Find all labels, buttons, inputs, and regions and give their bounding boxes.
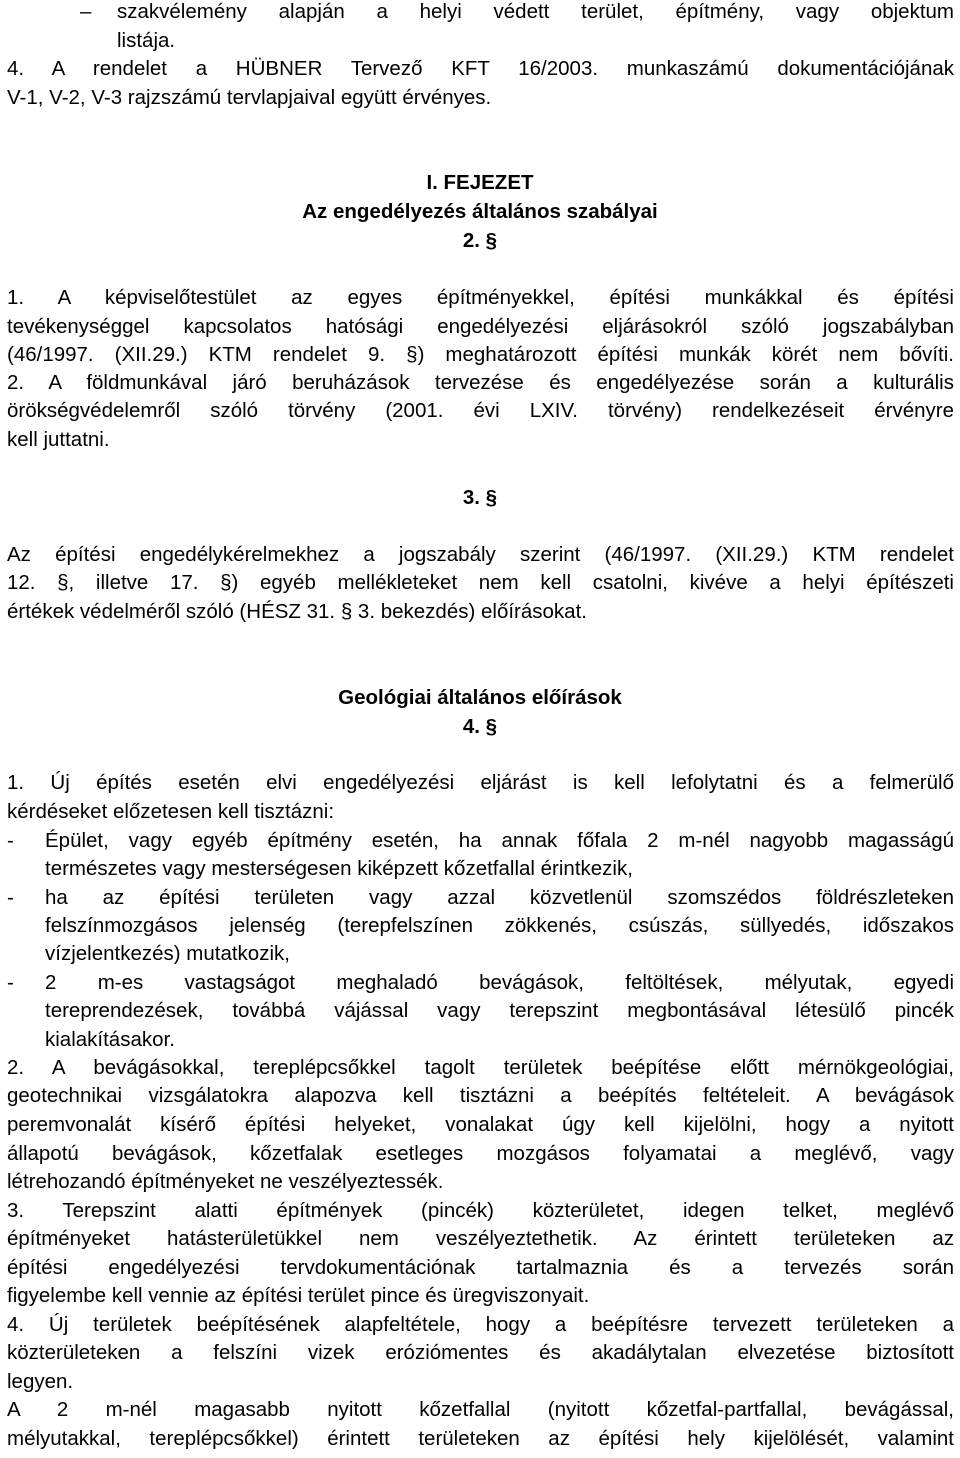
chapter-title: I. FEJEZET xyxy=(426,171,534,194)
text-line: ha az építési területen vagy azzal közvetlenül szomszédos földrészleteken xyxy=(45,886,954,909)
list-dash: – xyxy=(80,0,92,23)
text-line: 12. §, illetve 17. §) egyéb mellékleteket nem kell csatolni, kivéve a helyi építészeti xyxy=(7,571,954,594)
text-line: örökségvédelemről szóló törvény (2001. évi LXIV. törvény) rendelkezéseit érvényre xyxy=(7,399,954,422)
text-line: felszínmozgásos jelenség (terepfelszínen zökkenés, csúszás, süllyedés, időszakos xyxy=(45,914,954,937)
text-line: 2. A bevágásokkal, tereplépcsőkkel tagolt területek beépítése előtt mérnökgeológiai, xyxy=(7,1056,954,1079)
chapter-subtitle: Az engedélyezés általános szabályai xyxy=(302,200,658,223)
text-line: vízjelentkezés) mutatkozik, xyxy=(45,942,290,965)
text-line: legyen. xyxy=(7,1370,74,1393)
text-line: Épület, vagy egyéb építmény esetén, ha annak főfala 2 m-nél nagyobb magasságú xyxy=(45,829,954,852)
text-line: 1. Új építés esetén elvi engedélyezési eljárást is kell lefolytatni és a felmerülő xyxy=(7,771,954,794)
section-number: 4. § xyxy=(462,715,498,738)
text-line: Az építési engedélykérelmekhez a jogszabály szerint (46/1997. (XII.29.) KTM rendelet xyxy=(7,543,954,566)
bullet-marker: - xyxy=(7,886,14,909)
text-line: 3. Terepszint alatti építmények (pincék) közterületet, idegen telket, meglévő xyxy=(7,1199,954,1222)
text-line: (46/1997. (XII.29.) KTM rendelet 9. §) meghatározott építési munkák körét nem bővíti. xyxy=(7,343,954,366)
text-line: 4. A rendelet a HÜBNER Tervező KFT 16/2003. munkaszámú dokumentációjának xyxy=(7,57,954,80)
text-line: szakvélemény alapján a helyi védett terület, építmény, vagy objektum xyxy=(117,0,954,23)
text-line: közterületeken a felszíni vizek eróziómentes és akadálytalan elvezetése biztosított xyxy=(7,1341,954,1364)
text-line: kérdéseket előzetesen kell tisztázni: xyxy=(7,800,335,823)
text-line: létrehozandó építményeket ne veszélyeztessék. xyxy=(7,1170,444,1193)
text-line: peremvonalát kísérő építési helyeket, vonalakat úgy kell kijelölni, hogy a nyitott xyxy=(7,1113,954,1136)
text-line: tereprendezések, továbbá vájással vagy terepszint megbontásával létesülő pincék xyxy=(45,999,954,1022)
bullet-marker: - xyxy=(7,971,14,994)
bullet-marker: - xyxy=(7,829,14,852)
text-line: természetes vagy mesterségesen kiképzett kőzetfallal érintkezik, xyxy=(45,857,633,880)
text-line: építményeket hatásterületükkel nem veszélyeztethetik. Az érintett területeken az xyxy=(7,1227,954,1250)
text-line: V-1, V-2, V-3 rajzszámú tervlapjaival együtt érvényes. xyxy=(7,86,492,109)
text-line: 2. A földmunkával járó beruházások tervezése és engedélyezése során a kulturális xyxy=(7,371,954,394)
text-line: figyelembe kell vennie az építési terület pince és üregviszonyait. xyxy=(7,1284,590,1307)
text-line: kell juttatni. xyxy=(7,428,110,451)
section-number: 3. § xyxy=(462,486,498,509)
text-line: kialakításakor. xyxy=(45,1028,175,1051)
text-line: 2 m-es vastagságot meghaladó bevágások, feltöltések, mélyutak, egyedi xyxy=(45,971,954,994)
text-line: mélyutakkal, tereplépcsőkkel) érintett területeken az építési hely kijelölését, valamint xyxy=(7,1427,954,1450)
section-title: Geológiai általános előírások xyxy=(338,686,622,709)
section-number: 2. § xyxy=(462,229,498,252)
text-line: állapotú bevágások, kőzetfalak esetleges mozgásos folyamatai a meglévő, vagy xyxy=(7,1142,954,1165)
text-line: listája. xyxy=(117,29,176,52)
text-line: A 2 m-nél magasabb nyitott kőzetfallal (nyitott kőzetfal-partfallal, bevágással, xyxy=(7,1398,954,1421)
text-line: építési engedélyezési tervdokumentációnak tartalmaznia és a tervezés során xyxy=(7,1256,954,1279)
text-line: 1. A képviselőtestület az egyes építményekkel, építési munkákkal és építési xyxy=(7,286,954,309)
text-line: értékek védelméről szóló (HÉSZ 31. § 3. bekezdés) előírásokat. xyxy=(7,600,587,623)
text-line: tevékenységgel kapcsolatos hatósági engedélyezési eljárásokról szóló jogszabályban xyxy=(7,315,954,338)
text-line: 4. Új területek beépítésének alapfeltétele, hogy a beépítésre tervezett területeken a xyxy=(7,1313,954,1336)
text-line: geotechnikai vizsgálatokra alapozva kell tisztázni a beépítés feltételeit. A bevágások xyxy=(7,1084,954,1107)
